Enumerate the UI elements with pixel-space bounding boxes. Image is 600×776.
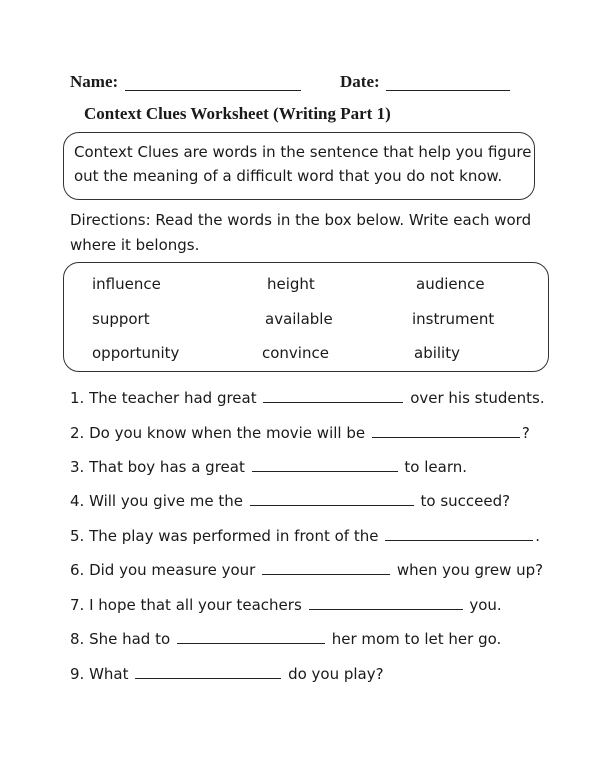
word-bank-item: audience (416, 275, 485, 293)
question-text: 8. She had to (70, 630, 171, 648)
question-9 (70, 664, 384, 683)
question-3 (70, 457, 467, 476)
question-text: 6. Did you measure your (70, 561, 256, 579)
question-text: 5. The play was performed in front of the (70, 527, 379, 545)
question-4 (70, 491, 510, 510)
question-text: to succeed? (420, 492, 511, 510)
word-bank-item: opportunity (92, 344, 180, 362)
question-text: 2. Do you know when the movie will be (70, 424, 366, 442)
answer-blank[interactable] (250, 491, 414, 506)
question-text: 1. The teacher had great (70, 389, 257, 407)
date-label: Date: (340, 72, 380, 91)
answer-blank[interactable] (385, 526, 533, 541)
question-text: over his students. (410, 389, 545, 407)
directions-text: Directions: Read the words in the box below. Write each word where it belongs. (70, 211, 532, 254)
question-1 (70, 388, 545, 407)
question-2 (70, 423, 530, 442)
word-bank-item: ability (414, 344, 460, 362)
question-6 (70, 560, 543, 579)
question-8 (70, 629, 501, 648)
question-text: 4. Will you give me the (70, 492, 243, 510)
answer-blank[interactable] (177, 629, 325, 644)
definition-text: Context Clues are words in the sentence that help you figure out the meaning of a difficult word that you do not know. (74, 143, 532, 185)
answer-blank[interactable] (372, 423, 520, 438)
word-bank-item: height (267, 275, 315, 293)
name-field[interactable] (125, 90, 301, 91)
question-text: 3. That boy has a great (70, 458, 245, 476)
word-bank-item: instrument (412, 310, 495, 328)
word-bank-item: convince (262, 344, 329, 362)
answer-blank[interactable] (135, 664, 281, 679)
answer-blank[interactable] (262, 560, 390, 575)
question-text: you. (469, 596, 502, 614)
question-text: when you grew up? (396, 561, 544, 579)
question-text: 9. What (70, 665, 129, 683)
word-bank-item: influence (92, 275, 161, 293)
question-text: her mom to let her go. (331, 630, 502, 648)
name-label: Name: (70, 72, 119, 91)
date-field[interactable] (386, 90, 510, 91)
question-text: to learn. (404, 458, 467, 476)
question-text: . (535, 527, 541, 545)
answer-blank[interactable] (252, 457, 398, 472)
question-text: ? (521, 424, 530, 442)
answer-blank[interactable] (263, 388, 403, 403)
question-text: do you play? (288, 665, 384, 683)
worksheet-title: Context Clues Worksheet (Writing Part 1) (84, 104, 391, 123)
question-text: 7. I hope that all your teachers (70, 596, 302, 614)
answer-blank[interactable] (309, 595, 463, 610)
question-5 (70, 526, 540, 545)
word-bank-item: available (265, 310, 333, 328)
question-7 (70, 595, 502, 614)
word-bank-item: support (92, 310, 150, 328)
